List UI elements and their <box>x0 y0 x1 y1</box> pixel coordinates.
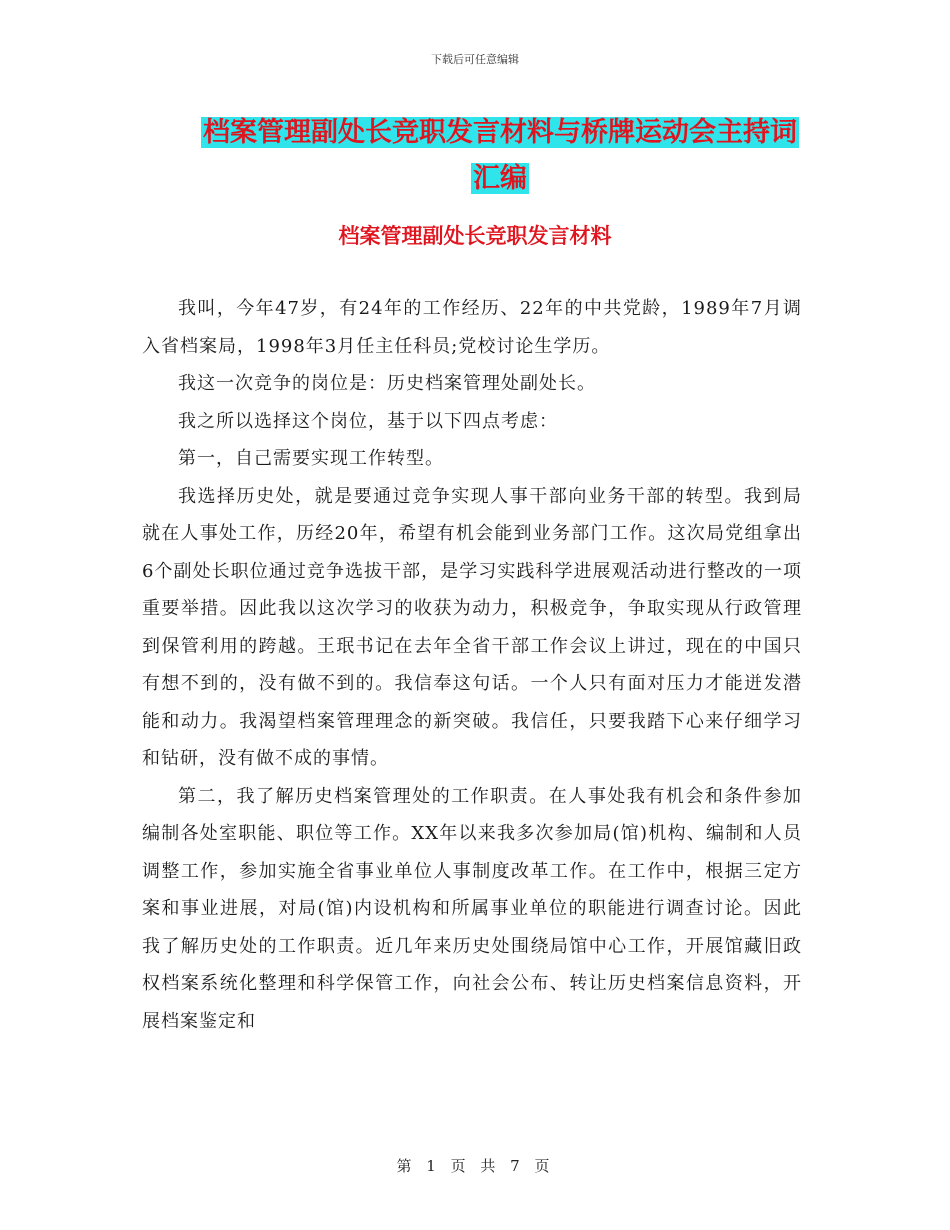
section-title: 档案管理副处长竞职发言材料 <box>338 224 612 248</box>
paragraph-transition: 我选择历史处，就是要通过竞争实现人事干部向业务干部的转型。我到局就在人事处工作，历经20年，希望有机会能到业务部门工作。这次局党组拿出6个副处长职位通过竞争选拔干部，是学习实践科学进展观活动进行整改的一项重要举措。因此我以这次学习的收获为动力，积极竞争，争取实现从行政管理到保管利用的跨越。王珉书记在去年全省干部工作会议上讲过，现在的中国只有想不到的，没有做不到的。我信奉这句话。一个人只有面对压力才能迸发潜能和动力。我渴望档案管理理念的新突破。我信任，只要我踏下心来仔细学习和钻研，没有做不成的事情。 <box>142 485 802 769</box>
paragraph-point-two: 第二，我了解历史档案管理处的工作职责。在人事处我有机会和条件参加编制各处室职能、职位等工作。XX年以来我多次参加局(馆)机构、编制和人员调整工作，参加实施全省事业单位人事制度改革工作。在工作中，根据三定方案和事业进展，对局(馆)内设机构和所属事业单位的职能进行调查讨论。因此我了解历史处的工作职责。近几年来历史处围绕局馆中心工作，开展馆藏旧政权档案系统化整理和科学保管工作，向社会公布、转让历史档案信息资料，开展档案鉴定和 <box>142 785 802 1032</box>
document-title-text: 档案管理副处长竞职发言材料与桥牌运动会主持词汇编 <box>203 117 797 194</box>
paragraph-reasons: 我之所以选择这个岗位，基于以下四点考虑： <box>178 410 558 432</box>
paragraph-intro: 我叫，今年47岁，有24年的工作经历、22年的中共党龄，1989年7月调入省档案局，1998年3月任主任科员;党校讨论生学历。 <box>142 298 802 357</box>
paragraph-point-one: 第一，自己需要实现工作转型。 <box>178 448 444 469</box>
document-body <box>142 290 802 1040</box>
page-header-note: 下载后可任意编辑 <box>431 53 519 66</box>
document-title <box>190 110 810 202</box>
paragraph-position: 我这一次竞争的岗位是：历史档案管理处副处长。 <box>178 373 596 394</box>
page-number-indicator: 第 1 页 共 7 页 <box>396 1157 554 1175</box>
